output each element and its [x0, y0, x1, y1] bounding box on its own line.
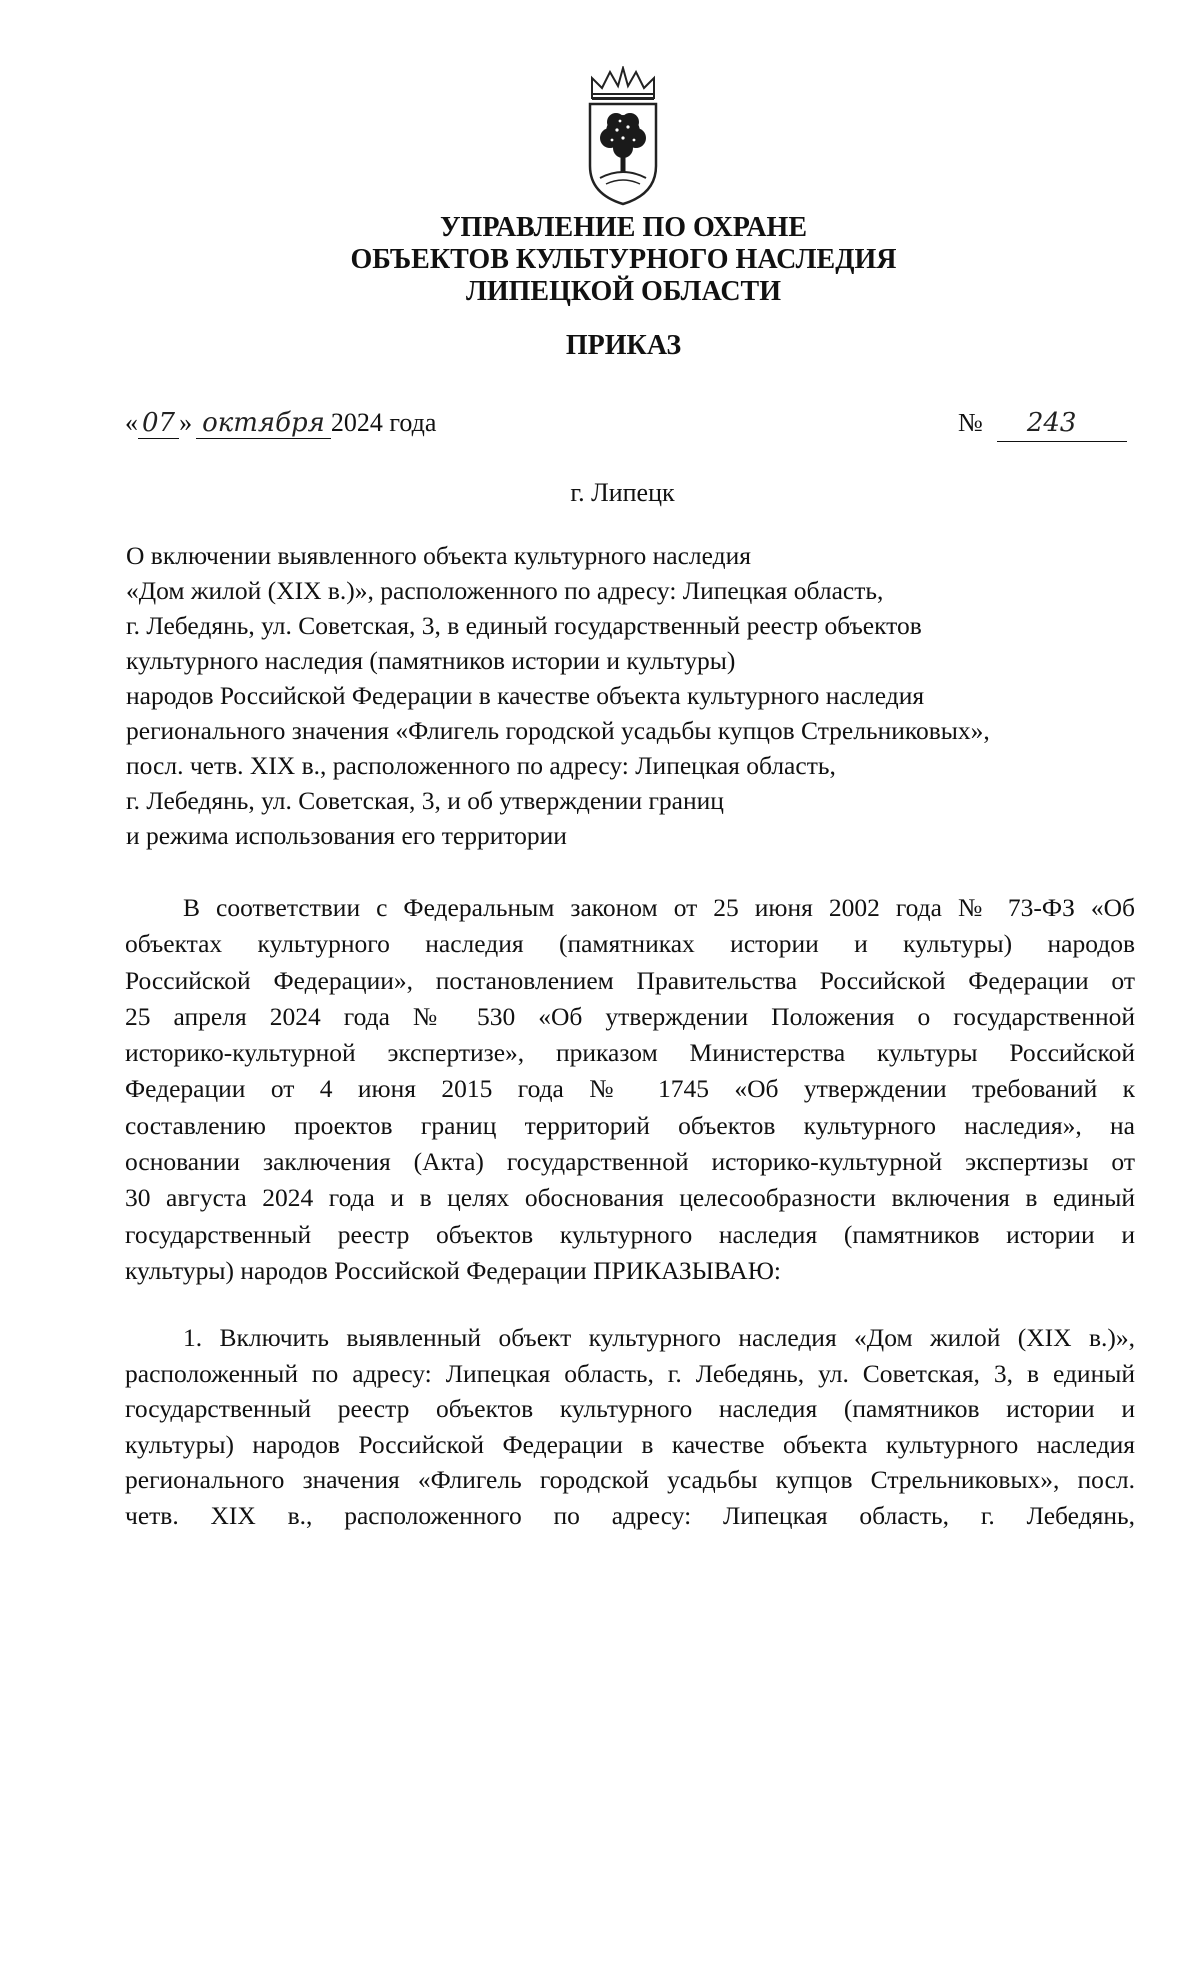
- authority-line-1: УПРАВЛЕНИЕ ПО ОХРАНЕ: [439, 212, 808, 243]
- subject-line: культурного наследия (памятников истории и культуры): [126, 646, 736, 675]
- authority-line-2: ОБЪЕКТОВ КУЛЬТУРНОГО НАСЛЕДИЯ: [350, 244, 897, 275]
- clause-line: государственный реестр объектов культурного наследия (памятников истории и: [125, 1394, 1135, 1423]
- clause-line: регионального значения «Флигель городской усадьбы купцов Стрельниковых», посл.: [125, 1465, 1135, 1494]
- subject-line: г. Лебедянь, ул. Советская, 3, в единый государственный реестр объектов: [126, 611, 922, 640]
- subject-line: г. Лебедянь, ул. Советская, 3, и об утверждении границ: [126, 786, 724, 815]
- subject-line: народов Российской Федерации в качестве объекта культурного наследия: [126, 681, 925, 710]
- preamble-line: культуры) народов Российской Федерации ПРИКАЗЫВАЮ:: [125, 1255, 781, 1285]
- subject-line: посл. четв. XIX в., расположенного по адресу: Липецкая область,: [126, 751, 836, 780]
- date-open-quote: «: [125, 408, 138, 437]
- date-close-quote: »: [179, 408, 193, 437]
- preamble-line: Российской Федерации», постановлением Правительства Российской Федерации от: [125, 965, 1135, 995]
- authority-line-3: ЛИПЕЦКОЙ ОБЛАСТИ: [466, 276, 781, 307]
- subject-line: регионального значения «Флигель городской усадьбы купцов Стрельниковых»,: [126, 716, 990, 745]
- subject-line: «Дом жилой (XIX в.)», расположенного по адресу: Липецкая область,: [126, 576, 884, 605]
- coat-of-arms-icon: [584, 66, 662, 206]
- clause-line: 1. Включить выявленный объект культурного наследия «Дом жилой (XIX в.)»,: [183, 1323, 1135, 1352]
- subject-line: О включении выявленного объекта культурного наследия: [126, 541, 751, 570]
- clause-1: [125, 1320, 1135, 1533]
- preamble-line: 30 августа 2024 года и в целях обоснования целесообразности включения в единый: [125, 1183, 1135, 1213]
- clause-line: культуры) народов Российской Федерации в качестве объекта культурного наследия: [125, 1429, 1135, 1459]
- preamble-paragraph: [125, 890, 1135, 1289]
- date-day: 07: [138, 408, 179, 439]
- number-label: №: [958, 408, 983, 437]
- clause-line: четв. XIX в., расположенного по адресу: Липецкая область, г. Лебедянь,: [125, 1500, 1135, 1530]
- order-subject: [126, 538, 990, 853]
- order-number: [958, 405, 1127, 442]
- order-date: [125, 405, 436, 441]
- preamble-line: основании заключения (Акта) государственной историко-культурной экспертизы от: [125, 1147, 1135, 1177]
- date-year: 2024 года: [330, 408, 437, 437]
- city-of-issue: г. Липецк: [570, 478, 675, 507]
- date-month: октября: [196, 408, 331, 439]
- issuing-authority-title: [0, 212, 1200, 308]
- clause-line: расположенный по адресу: Липецкая область, г. Лебедянь, ул. Советская, 3, в единый: [125, 1358, 1135, 1388]
- preamble-line: В соответствии с Федеральным законом от 25 июня 2002 года № 73-ФЗ «Об: [183, 893, 1135, 922]
- preamble-line: Федерации от 4 июня 2015 года № 1745 «Об утверждении требований к: [125, 1074, 1135, 1104]
- preamble-line: объектах культурного наследия (памятниках истории и культуры) народов: [125, 929, 1135, 959]
- preamble-line: историко-культурной экспертизе», приказом Министерства культуры Российской: [125, 1038, 1135, 1068]
- preamble-line: государственный реестр объектов культурного наследия (памятников истории и: [125, 1219, 1135, 1249]
- preamble-line: 25 апреля 2024 года № 530 «Об утверждении Положения о государственной: [125, 1001, 1135, 1031]
- number-value: 243: [997, 405, 1127, 442]
- subject-line: и режима использования его территории: [126, 821, 567, 850]
- preamble-line: составлению проектов границ территорий объектов культурного наследия», на: [125, 1110, 1135, 1140]
- document-type: ПРИКАЗ: [565, 330, 682, 361]
